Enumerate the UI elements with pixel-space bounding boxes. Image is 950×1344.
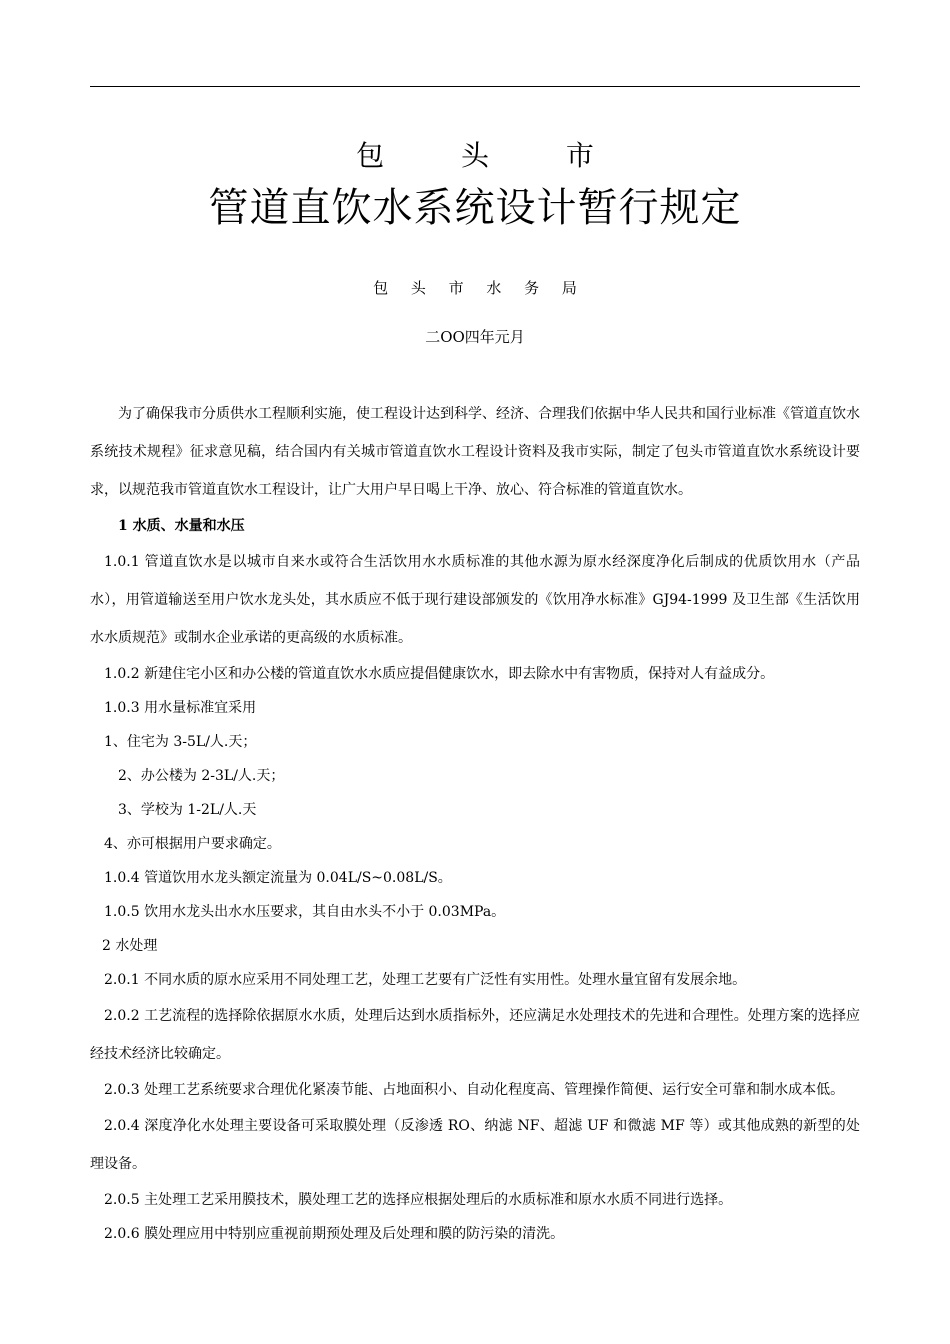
clause-2-0-2: 2.0.2 工艺流程的选择除依据原水水质，处理后达到水质指标外，还应满足水处理技术的先进和合理性。处理方案的选择应经技术经济比较确定。 xyxy=(90,1008,860,1062)
clause-1-0-1: 1.0.1 管道直饮水是以城市自来水或符合生活饮用水水质标准的其他水源为原水经深度净化后制成的优质饮用水（产品水），用管道输送至用户饮水龙头处，其水质应不低于现行建设部颁发的《饮用净水标准》GJ94-1999 及卫生部《生活饮用水水质规范》或制水企业承诺的更高级的水质标准。 xyxy=(90,554,860,646)
list-item-4: 4、亦可根据用户要求确定。 xyxy=(104,836,281,852)
issue-date: 二OO四年元月 xyxy=(425,328,525,346)
clause-1-0-2: 1.0.2 新建住宅小区和办公楼的管道直饮水水质应提倡健康饮水，即去除水中有害物质，保持对人有益成分。 xyxy=(104,666,775,682)
clause-1-0-4: 1.0.4 管道饮用水龙头额定流量为 0.04L/S~0.08L/S。 xyxy=(104,870,452,886)
clause-2-0-6: 2.0.6 膜处理应用中特别应重视前期预处理及后处理和膜的防污染的清洗。 xyxy=(104,1226,565,1242)
clause-1-0-3: 1.0.3 用水量标准宜采用 xyxy=(104,700,257,716)
clause-2-0-4: 2.0.4 深度净化水处理主要设备可采取膜处理（反渗透 RO、纳滤 NF、超滤 UF 和微滤 MF 等）或其他成熟的新型的处理设备。 xyxy=(90,1118,860,1172)
header-rule xyxy=(90,86,860,87)
section-heading-1: 1 水质、水量和水压 xyxy=(118,518,245,534)
clause-2-0-1: 2.0.1 不同水质的原水应采用不同处理工艺，处理工艺要有广泛性有实用性。处理水量宜留有发展余地。 xyxy=(104,972,747,988)
list-item-1: 1、住宅为 3-5L/人.天； xyxy=(104,734,257,750)
document-title: 管道直饮水系统设计暂行规定 xyxy=(208,185,742,231)
city-name: 包 头 市 xyxy=(356,139,628,172)
clause-1-0-5: 1.0.5 饮用水龙头出水水压要求，其自由水头不小于 0.03MPa。 xyxy=(104,904,506,920)
intro-paragraph: 为了确保我市分质供水工程顺利实施，使工程设计达到科学、经济、合理我们依据中华人民共和国行业标准《管道直饮水系统技术规程》征求意见稿，结合国内有关城市管道直饮水工程设计资料及我市实际，制定了包头市管道直饮水系统设计要求，以规范我市管道直饮水工程设计，让广大用户早日喝上干净、放心、符合标准的管道直饮水。 xyxy=(90,406,860,498)
issuing-bureau: 包 头 市 水 务 局 xyxy=(373,279,586,297)
list-item-3: 3、学校为 1-2L/人.天 xyxy=(118,802,257,818)
clause-2-0-5: 2.0.5 主处理工艺采用膜技术，膜处理工艺的选择应根据处理后的水质标准和原水水质不同进行选择。 xyxy=(104,1192,733,1208)
clause-2-0-3: 2.0.3 处理工艺系统要求合理优化紧凑节能、占地面积小、自动化程度高、管理操作简便、运行安全可靠和制水成本低。 xyxy=(104,1082,845,1098)
list-item-2: 2、办公楼为 2-3L/人.天； xyxy=(118,768,285,784)
section-heading-2: 2 水处理 xyxy=(102,938,158,954)
document-body xyxy=(90,395,860,1251)
